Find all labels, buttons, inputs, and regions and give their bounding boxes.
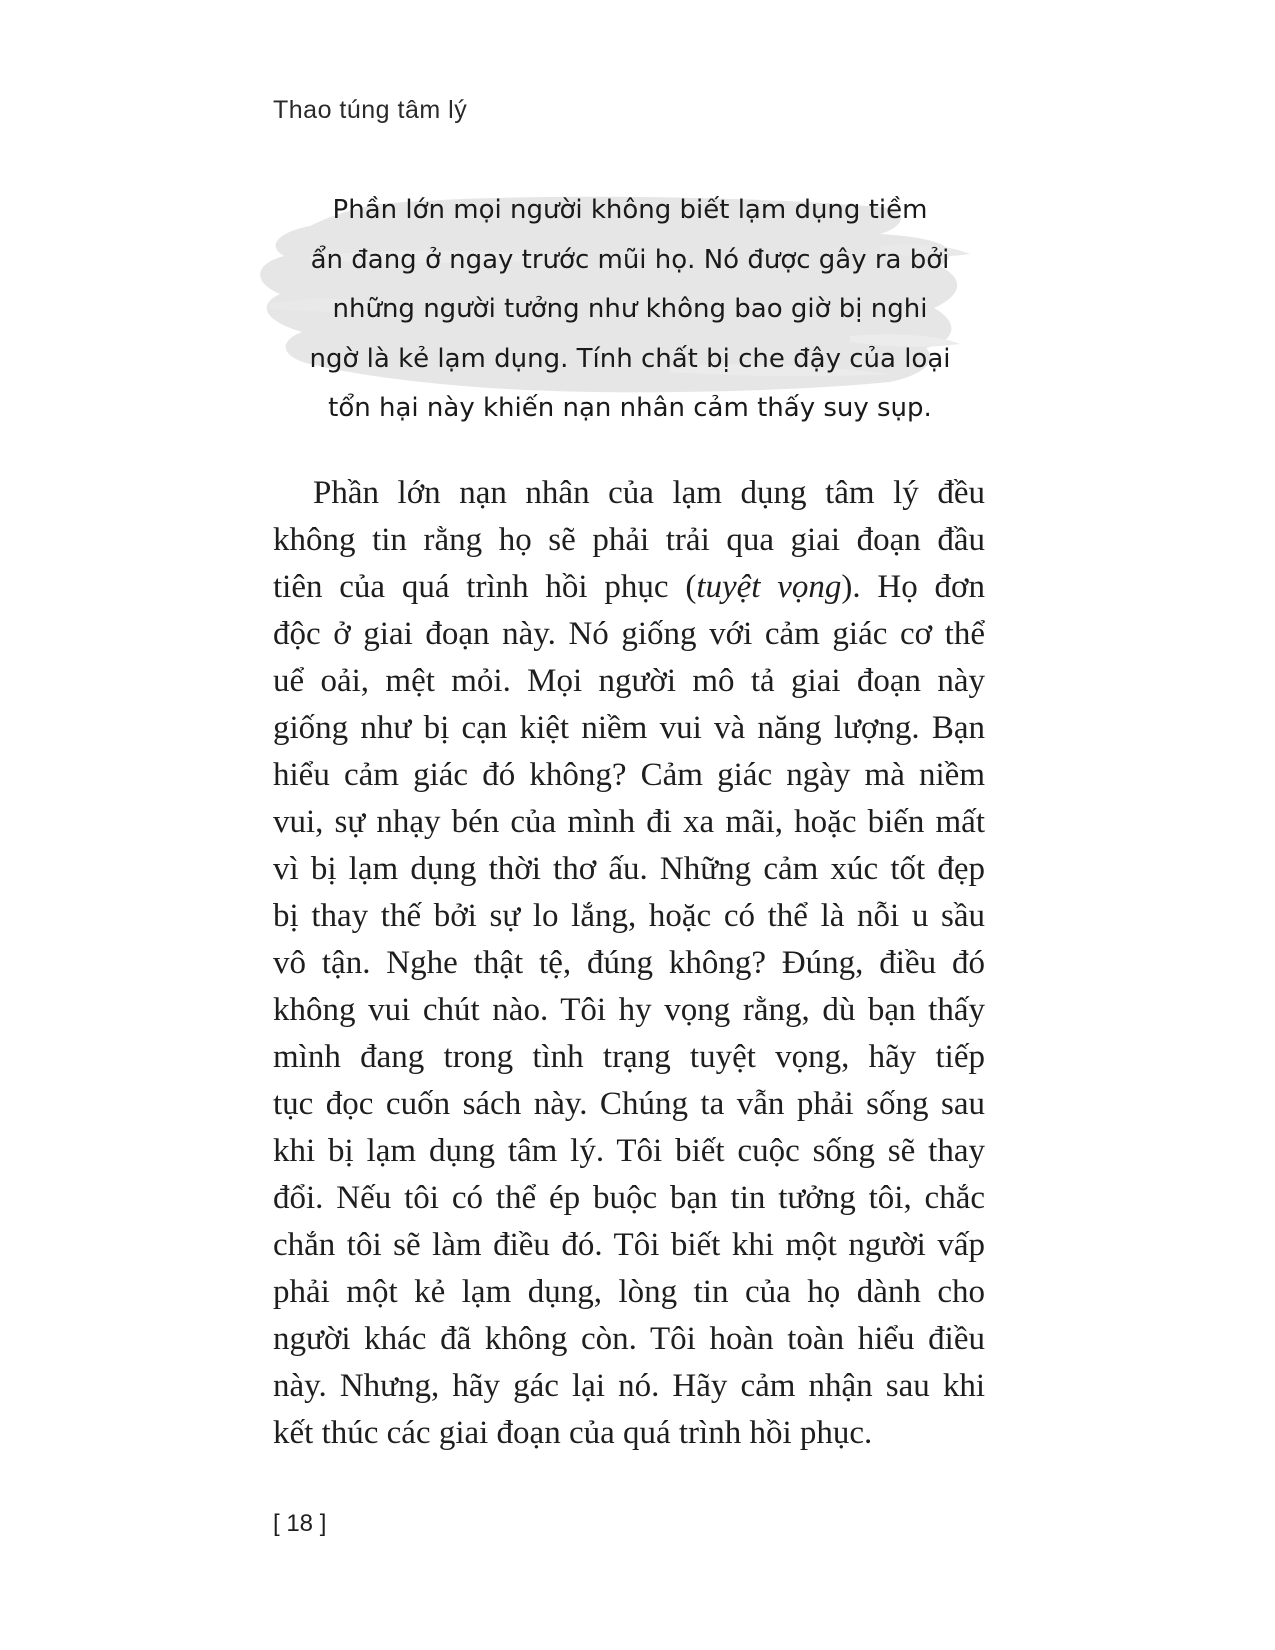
pull-quote-line: ngờ là kẻ lạm dụng. Tính chất bị che đậy của loại [309, 343, 951, 374]
pull-quote-line: Phần lớn mọi người không biết lạm dụng tiềm [332, 195, 928, 225]
body-line: phải một kẻ lạm dụng, lòng tin của họ dành cho [273, 1274, 985, 1310]
body-line: người khác đã không còn. Tôi hoàn toàn hiểu điều [273, 1321, 985, 1357]
body-paragraph [273, 470, 985, 1457]
body-line: mình đang trong tình trạng tuyệt vọng, hãy tiếp [273, 1039, 985, 1075]
pull-quote [250, 186, 1010, 436]
body-line: uể oải, mệt mỏi. Mọi người mô tả giai đoạn này [273, 663, 985, 699]
body-line-segment: tiên của quá trình hồi phục ( [273, 569, 697, 605]
pull-quote-line: những người tưởng như không bao giờ bị nghi [332, 294, 928, 324]
running-header-title: Thao túng tâm lý [273, 96, 468, 124]
pull-quote-line: tổn hại này khiến nạn nhân cảm thấy suy sụp. [328, 393, 932, 423]
body-line: vui, sự nhạy bén của mình đi xa mãi, hoặc biến mất [273, 804, 985, 840]
body-line: giống như bị cạn kiệt niềm vui và năng lượng. Bạn [273, 710, 985, 746]
pull-quote-text [290, 186, 970, 434]
body-line: này. Nhưng, hãy gác lại nó. Hãy cảm nhận sau khi [273, 1368, 985, 1404]
body-line: không tin rằng họ sẽ phải trải qua giai đoạn đầu [273, 522, 985, 558]
body-line [273, 564, 985, 611]
body-line: chắn tôi sẽ làm điều đó. Tôi biết khi một người vấp [273, 1227, 985, 1263]
body-line-italic-term: tuyệt vọng [696, 569, 842, 605]
body-line: đổi. Nếu tôi có thể ép buộc bạn tin tưởng tôi, chắc [273, 1180, 985, 1216]
body-line: hiểu cảm giác đó không? Cảm giác ngày mà niềm [273, 757, 985, 793]
body-line-segment: ). Họ đơn [841, 569, 985, 605]
body-line: bị thay thế bởi sự lo lắng, hoặc có thể là nỗi u sầu [273, 898, 985, 934]
body-line: khi bị lạm dụng tâm lý. Tôi biết cuộc sống sẽ thay [273, 1133, 985, 1169]
body-line: vì bị lạm dụng thời thơ ấu. Những cảm xúc tốt đẹp [273, 851, 985, 887]
body-line: tục đọc cuốn sách này. Chúng ta vẫn phải sống sau [273, 1086, 985, 1122]
body-line: vô tận. Nghe thật tệ, đúng không? Đúng, điều đó [273, 945, 985, 981]
body-line: kết thúc các giai đoạn của quá trình hồi phục. [273, 1415, 873, 1451]
pull-quote-line: ẩn đang ở ngay trước mũi họ. Nó được gây ra bởi [310, 244, 950, 275]
body-line: Phần lớn nạn nhân của lạm dụng tâm lý đều [313, 475, 985, 511]
body-line: không vui chút nào. Tôi hy vọng rằng, dù bạn thấy [273, 992, 985, 1028]
body-line: độc ở giai đoạn này. Nó giống với cảm giác cơ thể [273, 616, 985, 652]
page-number: [ 18 ] [273, 1510, 327, 1537]
